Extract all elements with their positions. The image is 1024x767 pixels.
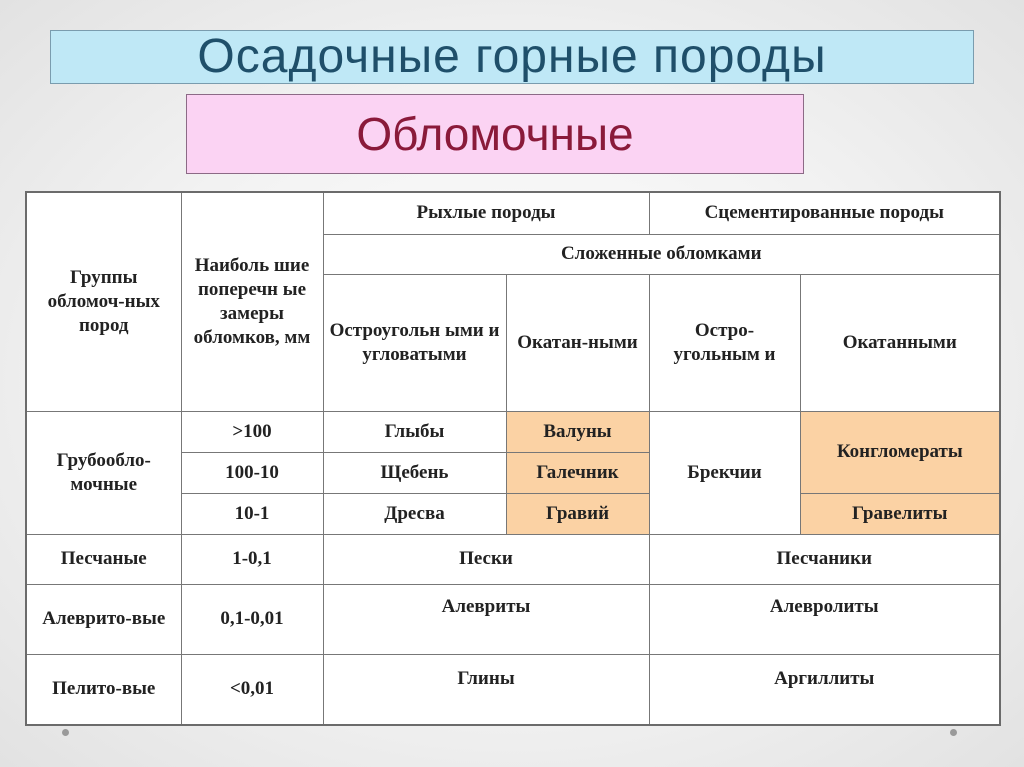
header-angular-cemented: Остро-угольным и [649, 274, 800, 411]
rock-cell-argillites: Аргиллиты [649, 654, 1000, 725]
table-row [26, 584, 1000, 654]
table-row [26, 654, 1000, 725]
header-rounded-loose: Окатан-ными [506, 274, 649, 411]
page-title: Осадочные горные породы [197, 30, 827, 83]
group-sandy: Песчаные [26, 534, 181, 584]
rock-cell-silts: Алевриты [323, 584, 649, 654]
rock-cell: Гравий [506, 493, 649, 534]
header-rounded-cemented: Окатанными [800, 274, 1000, 411]
header-groups: Группы обломоч-ных пород [26, 192, 181, 411]
rock-cell: Валуны [506, 411, 649, 452]
size-cell: >100 [181, 411, 323, 452]
table-row [26, 534, 1000, 584]
table-header-row [26, 192, 1000, 234]
header-sizes: Наиболь шие поперечн ые замеры обломков, мм [181, 192, 323, 411]
rock-cell: Галечник [506, 452, 649, 493]
title-banner [50, 30, 974, 84]
rock-cell-clays: Глины [323, 654, 649, 725]
header-composed: Сложенные обломками [323, 234, 1000, 274]
rock-cell-sands: Пески [323, 534, 649, 584]
size-cell: <0,01 [181, 654, 323, 725]
rock-cell-sandstones: Песчаники [649, 534, 1000, 584]
header-angular-loose: Остроугольн ыми и угловатыми [323, 274, 506, 411]
rock-cell: Дресва [323, 493, 506, 534]
clastic-rocks-table [25, 191, 1001, 726]
section-title: Обломочные [356, 108, 634, 160]
rock-cell-gravelites: Гравелиты [800, 493, 1000, 534]
rock-cell-breccia: Брекчии [649, 411, 800, 534]
subtitle-banner [186, 94, 804, 174]
size-cell: 1-0,1 [181, 534, 323, 584]
group-silty: Алеврито-вые [26, 584, 181, 654]
group-pelitic: Пелито-вые [26, 654, 181, 725]
group-coarse: Грубообло-мочные [26, 411, 181, 534]
size-cell: 0,1-0,01 [181, 584, 323, 654]
decorative-dot [62, 729, 69, 736]
rock-cell-conglomerates: Конгломераты [800, 411, 1000, 493]
rock-cell: Щебень [323, 452, 506, 493]
size-cell: 10-1 [181, 493, 323, 534]
decorative-dot [950, 729, 957, 736]
rock-cell: Глыбы [323, 411, 506, 452]
size-cell: 100-10 [181, 452, 323, 493]
table-row [26, 411, 1000, 452]
rock-cell-siltstones: Алевролиты [649, 584, 1000, 654]
header-cemented: Сцементированные породы [649, 192, 1000, 234]
header-loose: Рыхлые породы [323, 192, 649, 234]
